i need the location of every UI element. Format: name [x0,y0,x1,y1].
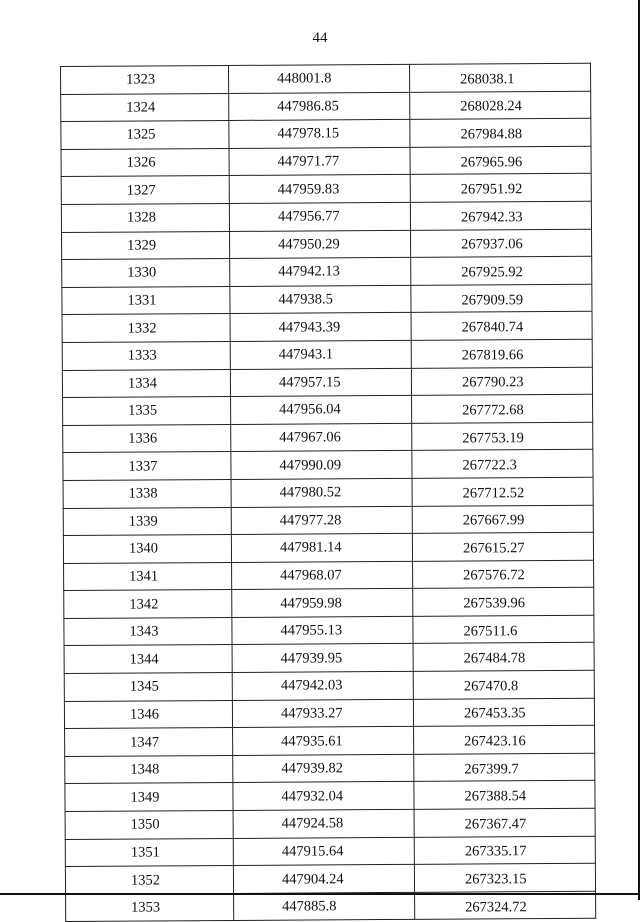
table-row [66,891,596,922]
x-coordinate-cell: 447956.77 [229,202,410,231]
point-number-cell: 1352 [65,866,233,895]
y-coordinate-cell: 267470.8 [413,670,594,699]
y-coordinate-cell: 267753.19 [412,422,593,451]
point-number-cell: 1330 [62,259,230,288]
x-coordinate-cell: 447956.04 [231,395,412,424]
x-coordinate-cell: 447971.77 [229,147,410,176]
x-coordinate-cell: 447943.1 [230,340,411,369]
table-row [65,836,595,867]
y-coordinate-cell: 267399.7 [414,753,595,782]
point-number-cell: 1328 [61,203,229,232]
x-coordinate-cell: 447950.29 [230,230,411,259]
table-row [64,698,594,729]
scan-edge-bottom [0,893,640,895]
point-number-cell: 1333 [62,341,230,370]
table-row [61,146,591,177]
table-row [64,670,594,701]
point-number-cell: 1329 [62,231,230,260]
point-number-cell: 1341 [64,562,232,591]
point-number-cell: 1335 [63,397,231,426]
table-row [61,63,591,94]
x-coordinate-cell: 447957.15 [230,368,411,397]
y-coordinate-cell: 267984.88 [410,118,591,147]
y-coordinate-cell: 267576.72 [413,560,594,589]
table-row [64,615,594,646]
x-coordinate-cell: 447943.39 [230,313,411,342]
x-coordinate-cell: 447977.28 [231,506,412,535]
point-number-cell: 1344 [64,645,232,674]
table-row [63,422,593,453]
point-number-cell: 1353 [66,893,234,922]
point-number-cell: 1332 [62,314,230,343]
x-coordinate-cell: 447915.64 [233,837,414,866]
table-row [63,394,593,425]
x-coordinate-cell: 447939.82 [233,754,414,783]
y-coordinate-cell: 267367.47 [414,808,595,837]
x-coordinate-cell: 447933.27 [232,699,413,728]
point-number-cell: 1338 [63,479,231,508]
table-row [61,118,591,149]
point-number-cell: 1343 [64,617,232,646]
table-row [61,201,591,232]
point-number-cell: 1323 [61,65,229,94]
x-coordinate-cell: 447978.15 [229,120,410,149]
y-coordinate-cell: 267615.27 [412,532,593,561]
table-row [62,284,592,315]
x-coordinate-cell: 447968.07 [232,561,413,590]
point-number-cell: 1349 [65,783,233,812]
x-coordinate-cell: 448001.8 [228,64,409,93]
y-coordinate-cell: 267819.66 [411,339,592,368]
table-row [65,781,595,812]
y-coordinate-cell: 267951.92 [410,174,591,203]
x-coordinate-cell: 447981.14 [231,533,412,562]
x-coordinate-cell: 447885.8 [234,892,415,921]
table-row [64,560,594,591]
x-coordinate-cell: 447904.24 [233,865,414,894]
point-number-cell: 1324 [61,93,229,122]
y-coordinate-cell: 267712.52 [412,477,593,506]
y-coordinate-cell: 267539.96 [413,588,594,617]
x-coordinate-cell: 447955.13 [232,616,413,645]
y-coordinate-cell: 267965.96 [410,146,591,175]
table-row [62,256,592,287]
table-row [65,808,595,839]
x-coordinate-cell: 447959.83 [229,175,410,204]
y-coordinate-cell: 268038.1 [409,63,590,92]
y-coordinate-cell: 267840.74 [411,312,592,341]
y-coordinate-cell: 267484.78 [413,643,594,672]
y-coordinate-cell: 267324.72 [415,891,596,920]
y-coordinate-cell: 267453.35 [413,698,594,727]
point-number-cell: 1325 [61,121,229,150]
table-row [62,229,592,260]
table-row [62,367,592,398]
point-number-cell: 1345 [64,673,232,702]
coordinates-table [60,63,596,922]
point-number-cell: 1327 [61,176,229,205]
table-row [65,725,595,756]
table-row [63,532,593,563]
x-coordinate-cell: 447935.61 [233,727,414,756]
x-coordinate-cell: 447938.5 [230,285,411,314]
x-coordinate-cell: 447939.95 [232,644,413,673]
table-row [62,312,592,343]
x-coordinate-cell: 447967.06 [231,423,412,452]
point-number-cell: 1336 [63,424,231,453]
point-number-cell: 1351 [65,838,233,867]
y-coordinate-cell: 268028.24 [410,91,591,120]
y-coordinate-cell: 267511.6 [413,615,594,644]
point-number-cell: 1350 [65,810,233,839]
y-coordinate-cell: 267925.92 [411,256,592,285]
table-row [61,91,591,122]
point-number-cell: 1347 [65,728,233,757]
table-row [65,753,595,784]
table-row [63,477,593,508]
y-coordinate-cell: 267335.17 [414,836,595,865]
y-coordinate-cell: 267423.16 [414,725,595,754]
y-coordinate-cell: 267722.3 [412,450,593,479]
x-coordinate-cell: 447932.04 [233,782,414,811]
table-row [63,505,593,536]
y-coordinate-cell: 267790.23 [411,367,592,396]
point-number-cell: 1346 [64,700,232,729]
x-coordinate-cell: 447942.03 [232,671,413,700]
table-row [65,863,595,894]
x-coordinate-cell: 447990.09 [231,451,412,480]
table-row [64,588,594,619]
table-row [64,643,594,674]
point-number-cell: 1331 [62,286,230,315]
x-coordinate-cell: 447959.98 [232,589,413,618]
table-row [62,339,592,370]
point-number-cell: 1340 [63,535,231,564]
y-coordinate-cell: 267909.59 [411,284,592,313]
y-coordinate-cell: 267942.33 [410,201,591,230]
y-coordinate-cell: 267388.54 [414,781,595,810]
table-row [61,174,591,205]
x-coordinate-cell: 447942.13 [230,258,411,287]
page-number: 44 [312,30,328,46]
x-coordinate-cell: 447924.58 [233,809,414,838]
y-coordinate-cell: 267323.15 [414,863,595,892]
table-row [63,450,593,481]
x-coordinate-cell: 447980.52 [231,478,412,507]
y-coordinate-cell: 267772.68 [412,394,593,423]
point-number-cell: 1337 [63,452,231,481]
y-coordinate-cell: 267667.99 [412,505,593,534]
point-number-cell: 1342 [64,590,232,619]
coordinates-table-body [61,63,596,922]
x-coordinate-cell: 447986.85 [229,92,410,121]
y-coordinate-cell: 267937.06 [411,229,592,258]
point-number-cell: 1334 [62,369,230,398]
point-number-cell: 1348 [65,755,233,784]
point-number-cell: 1326 [61,148,229,177]
point-number-cell: 1339 [63,507,231,536]
